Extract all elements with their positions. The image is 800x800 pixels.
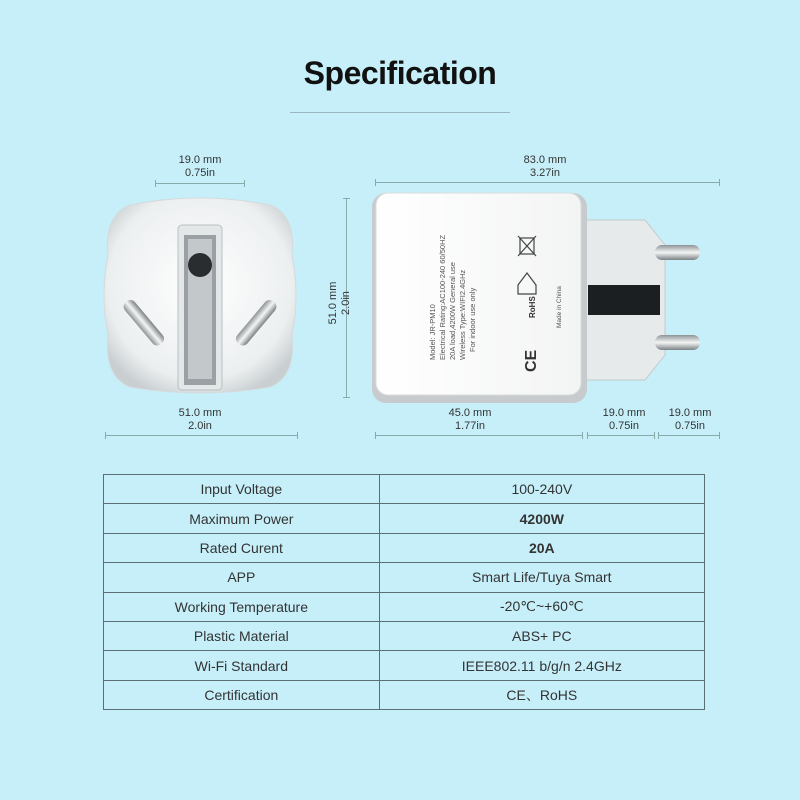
side-pin2-mm: 19.0 mm [668,407,712,419]
ce-mark: CE [523,349,540,372]
spec-value: 20A [379,533,704,562]
spec-value: ABS+ PC [379,621,704,650]
front-top-mm: 19.0 mm [178,154,222,166]
made-in-label: Made in China [556,286,563,328]
front-bottom-dimension [150,407,250,433]
side-top-dim-line [375,182,720,183]
plug-side-view [370,190,710,405]
label-line-5: For indoor use only [468,287,477,352]
spec-row [104,475,705,504]
front-bottom-mm: 51.0 mm [178,407,222,419]
spec-row [104,592,705,621]
rohs-mark: RoHS [528,296,537,318]
front-bottom-in: 2.0in [188,420,212,432]
spec-key: APP [104,563,380,592]
spec-value: Smart Life/Tuya Smart [379,563,704,592]
side-top-mm: 83.0 mm [523,154,567,166]
label-line-3: 20A load,4200W General use [448,262,457,360]
spec-value: -20℃~+60℃ [379,592,704,621]
side-pin1-in: 0.75in [609,420,639,432]
side-top-dimension [495,154,595,180]
label-line-4: Wireless Type:WIFI2.4GHz [458,269,467,360]
front-top-dimension [150,154,250,180]
spec-value: 100-240V [379,475,704,504]
side-top-in: 3.27in [530,167,560,179]
spec-table [103,474,705,710]
plug-front-view [100,195,300,395]
spec-value: CE、RoHS [379,680,704,709]
side-pin1-dim-line [587,435,655,436]
spec-key: Maximum Power [104,504,380,533]
spec-key: Input Voltage [104,475,380,504]
label-line-2: Electrical Rating:AC100-240 60/50HZ [438,234,447,360]
front-bottom-dim-line [105,435,298,436]
side-pin2-dim-line [658,435,720,436]
spec-key: Certification [104,680,380,709]
spec-value: 4200W [379,504,704,533]
side-height-in: 2.0in [340,291,352,315]
spec-key: Wi-Fi Standard [104,651,380,680]
side-pin1-dimension [588,407,660,433]
spec-key: Working Temperature [104,592,380,621]
side-height-dimension [327,253,353,353]
side-pin2-dimension [655,407,725,433]
spec-row [104,533,705,562]
spec-row [104,651,705,680]
side-body-in: 1.77in [455,420,485,432]
side-body-dimension [420,407,520,433]
side-pin1-mm: 19.0 mm [602,407,646,419]
front-top-dim-line [155,183,245,184]
spec-key: Plastic Material [104,621,380,650]
page-title: Specification [303,55,497,91]
spec-row [104,680,705,709]
title-underline [290,112,510,113]
label-line-1: Model: JR-PM10 [428,304,437,360]
spec-row [104,621,705,650]
spec-row [104,504,705,533]
side-pin2-in: 0.75in [675,420,705,432]
side-body-dim-line [375,435,583,436]
side-body-mm: 45.0 mm [448,407,492,419]
side-height-mm: 51.0 mm [327,281,339,325]
spec-value: IEEE802.11 b/g/n 2.4GHz [379,651,704,680]
spec-key: Rated Curent [104,533,380,562]
front-top-in: 0.75in [185,167,215,179]
spec-row [104,563,705,592]
